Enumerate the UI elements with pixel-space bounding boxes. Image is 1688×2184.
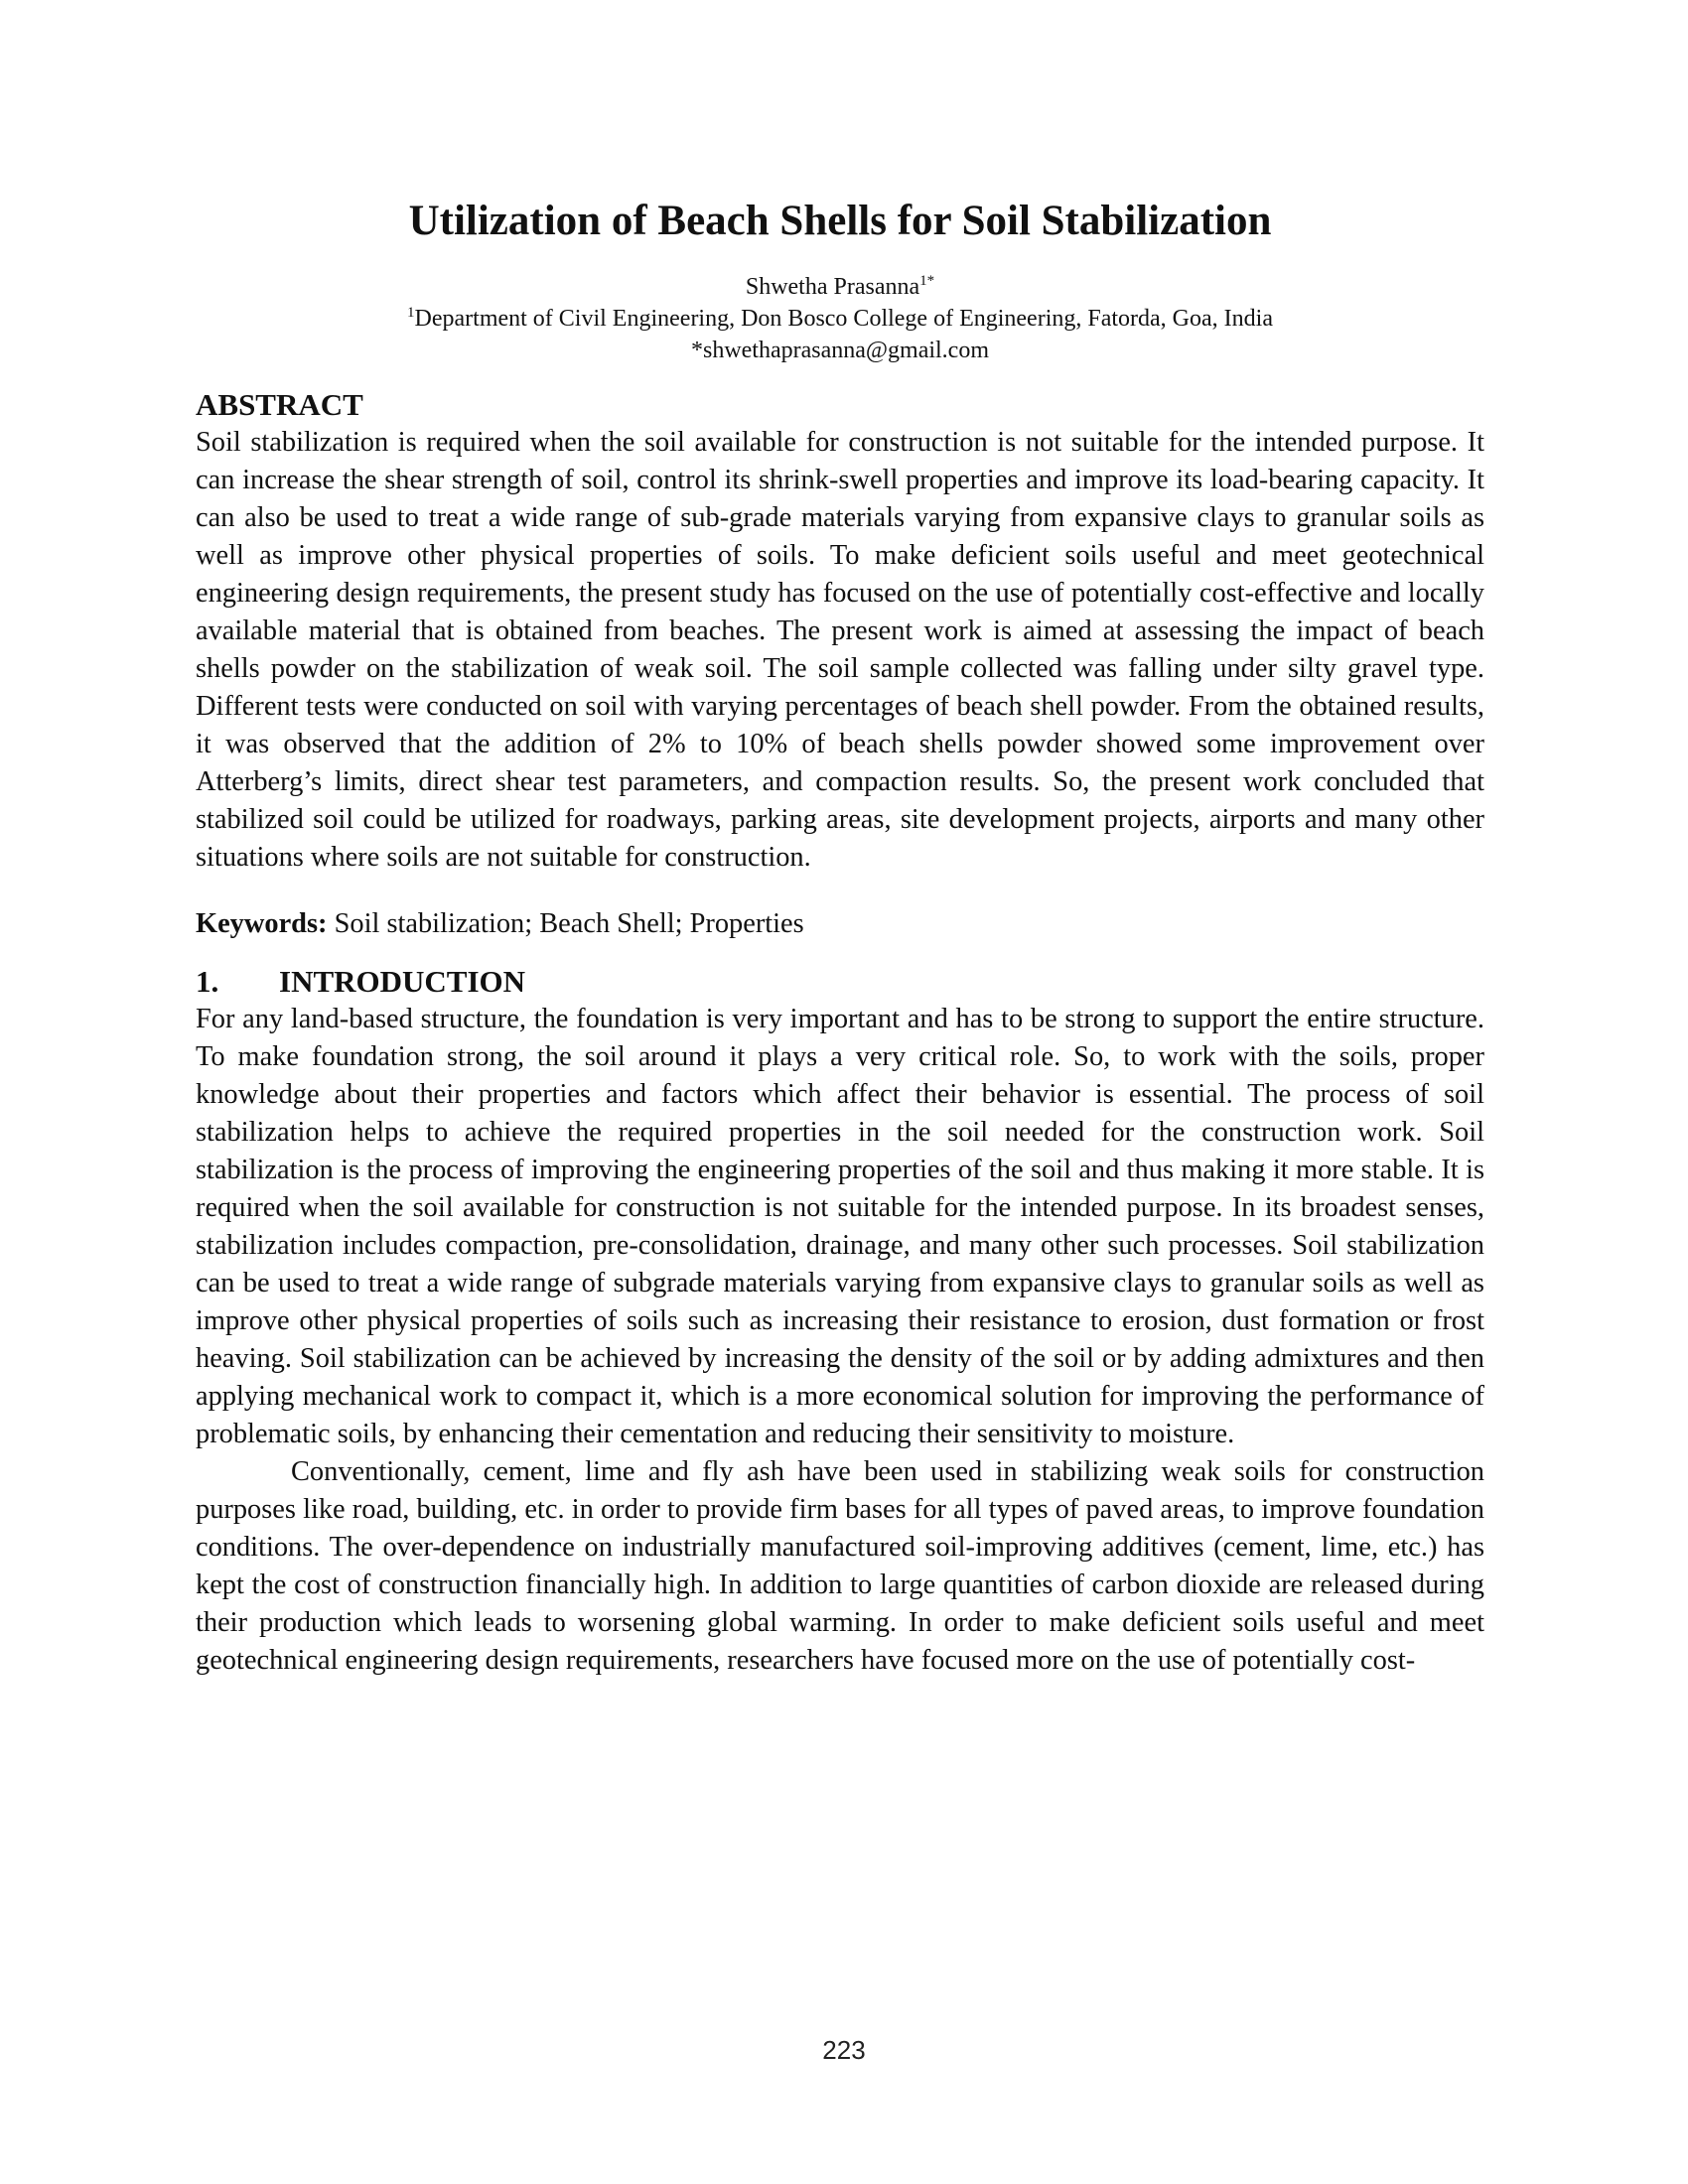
section-title: INTRODUCTION xyxy=(279,964,526,999)
introduction-paragraph-1: For any land-based structure, the foundation is very important and has to be strong to support the entire structure. To make foundation strong, the soil around it plays a very critical role. So, to work with the soils, proper knowledge about their properties and factors which affect their behavior is essential. The process of soil stabilization helps to achieve the required properties in the soil needed for the construction work. Soil stabilization is the process of improving the engineering properties of the soil and thus making it more stable. It is required when the soil available for construction is not suitable for the intended purpose. In its broadest senses, stabilization includes compaction, pre-consolidation, drainage, and many other such processes. Soil stabilization can be used to treat a wide range of subgrade materials varying from expansive clays to granular soils as well as improve other physical properties of soils such as increasing their resistance to erosion, dust formation or frost heaving. Soil stabilization can be achieved by increasing the density of the soil or by adding admixtures and then applying mechanical work to compact it, which is a more economical solution for improving the performance of problematic soils, by enhancing their cementation and reducing their sensitivity to moisture. xyxy=(196,1004,1484,1449)
paper-title: Utilization of Beach Shells for Soil Stabilization xyxy=(408,198,1272,244)
keywords-label: Keywords: xyxy=(196,908,328,939)
abstract-text: Soil stabilization is required when the soil available for construction is not suitable for the intended purpose. It can increase the shear strength of soil, control its shrink-swell properties and improve its load-bearing capacity. It can also be used to treat a wide range of sub-grade materials varying from expansive clays to granular soils as well as improve other physical properties of soils. To make deficient soils useful and meet geotechnical engineering design requirements, the present study has focused on the use of potentially cost-effective and locally available material that is obtained from beaches. The present work is aimed at assessing the impact of beach shells powder on the stabilization of weak soil. The soil sample collected was falling under silty gravel type. Different tests were conducted on soil with varying percentages of beach shell powder. From the obtained results, it was observed that the addition of 2% to 10% of beach shells powder showed some improvement over Atterberg’s limits, direct shear test parameters, and compaction results. So, the present work concluded that stabilized soil could be utilized for roadways, parking areas, site development projects, airports and many other situations where soils are not suitable for construction. xyxy=(196,427,1484,873)
page-number: 223 xyxy=(822,2035,866,2065)
keywords xyxy=(196,905,1484,943)
introduction-heading xyxy=(196,963,1484,1001)
keywords-text: Soil stabilization; Beach Shell; Properties xyxy=(334,908,804,939)
section-number: 1. xyxy=(196,964,219,999)
page-content xyxy=(196,194,1484,1680)
author-affiliation: Department of Civil Engineering, Don Bosco College of Engineering, Fatorda, Goa, India xyxy=(414,306,1273,332)
author-name: Shwetha Prasanna xyxy=(745,274,920,300)
abstract-heading: ABSTRACT xyxy=(196,387,363,422)
author-name-line xyxy=(196,271,1484,303)
author-block xyxy=(196,271,1484,366)
introduction-paragraph-2: Conventionally, cement, lime and fly ash have been used in stabilizing weak soils for construction purposes like road, building, etc. in order to provide firm bases for all types of paved areas, to improve foundation conditions. The over-dependence on industrially manufactured soil-improving additives (cement, lime, etc.) has kept the cost of construction financially high. In addition to large quantities of carbon dioxide are released during their production which leads to worsening global warming. In order to make deficient soils useful and meet geotechnical engineering design requirements, researchers have focused more on the use of potentially cost- xyxy=(196,1456,1484,1676)
author-email: *shwethaprasanna@gmail.com xyxy=(690,338,989,363)
author-superscript: 1* xyxy=(919,273,935,289)
author-affiliation-line xyxy=(196,303,1484,335)
affiliation-superscript: 1 xyxy=(407,305,415,321)
